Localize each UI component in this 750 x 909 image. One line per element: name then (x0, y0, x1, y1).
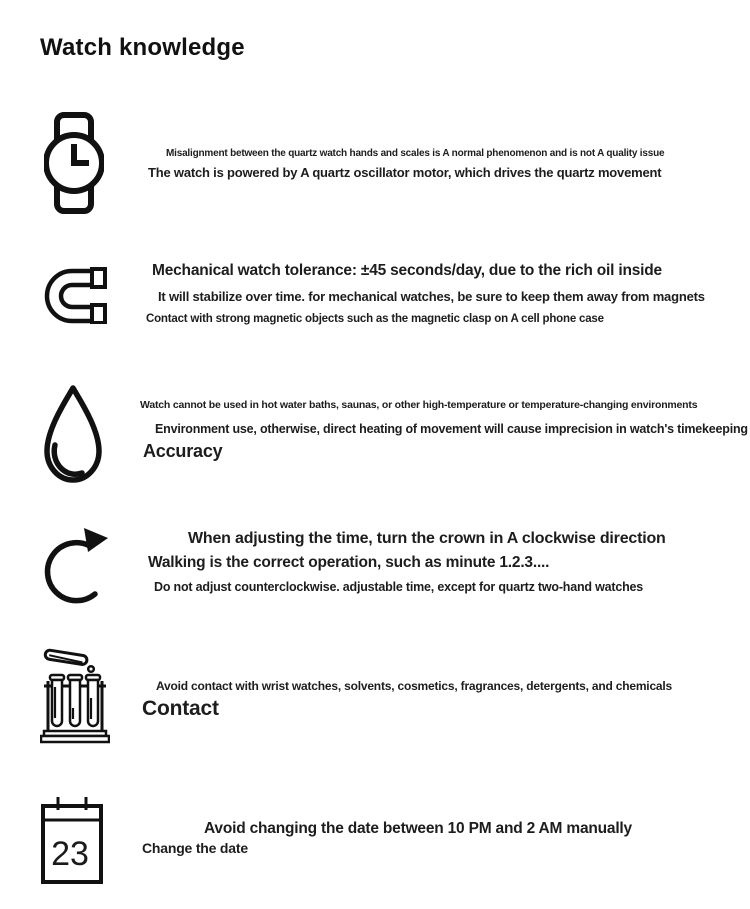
wristwatch-icon (44, 112, 104, 214)
info-line: It will stabilize over time. for mechanical watches, be sure to keep them away from magnets (158, 289, 705, 304)
water-drop-icon (38, 383, 108, 485)
test-tubes-icon (40, 645, 110, 745)
info-line: Avoid contact with wrist watches, solvents, cosmetics, fragrances, detergents, and chemicals (156, 679, 672, 693)
info-line: Avoid changing the date between 10 PM and 2 AM manually (204, 820, 632, 837)
info-line: Change the date (142, 840, 248, 856)
info-line: Contact with strong magnetic objects such as the magnetic clasp on A cell phone case (146, 313, 604, 325)
section-heading: Contact (142, 697, 219, 720)
info-line: Watch cannot be used in hot water baths, saunas, or other high-temperature or temperature-changing environments (140, 399, 698, 411)
magnet-icon (42, 266, 108, 324)
info-line: Do not adjust counterclockwise. adjustable time, except for quartz two-hand watches (154, 580, 644, 594)
info-line: Environment use, otherwise, direct heating of movement will cause imprecision in watch's timekeeping (155, 422, 748, 436)
calendar-icon (40, 795, 104, 885)
info-line: Misalignment between the quartz watch hands and scales is A normal phenomenon and is not A quality issue (166, 148, 665, 159)
info-line: Walking is the correct operation, such as minute 1.2.3.... (148, 554, 550, 571)
info-line: Mechanical watch tolerance: ±45 seconds/day, due to the rich oil inside (152, 262, 662, 279)
info-line: The watch is powered by A quartz oscillator motor, which drives the quartz movement (148, 165, 662, 180)
clockwise-rotation-icon (42, 524, 112, 610)
section-heading: Accuracy (143, 441, 223, 461)
page-title: Watch knowledge (40, 34, 245, 61)
info-line: When adjusting the time, turn the crown in A clockwise direction (188, 530, 666, 547)
calendar-day-number: 23 (51, 835, 89, 873)
